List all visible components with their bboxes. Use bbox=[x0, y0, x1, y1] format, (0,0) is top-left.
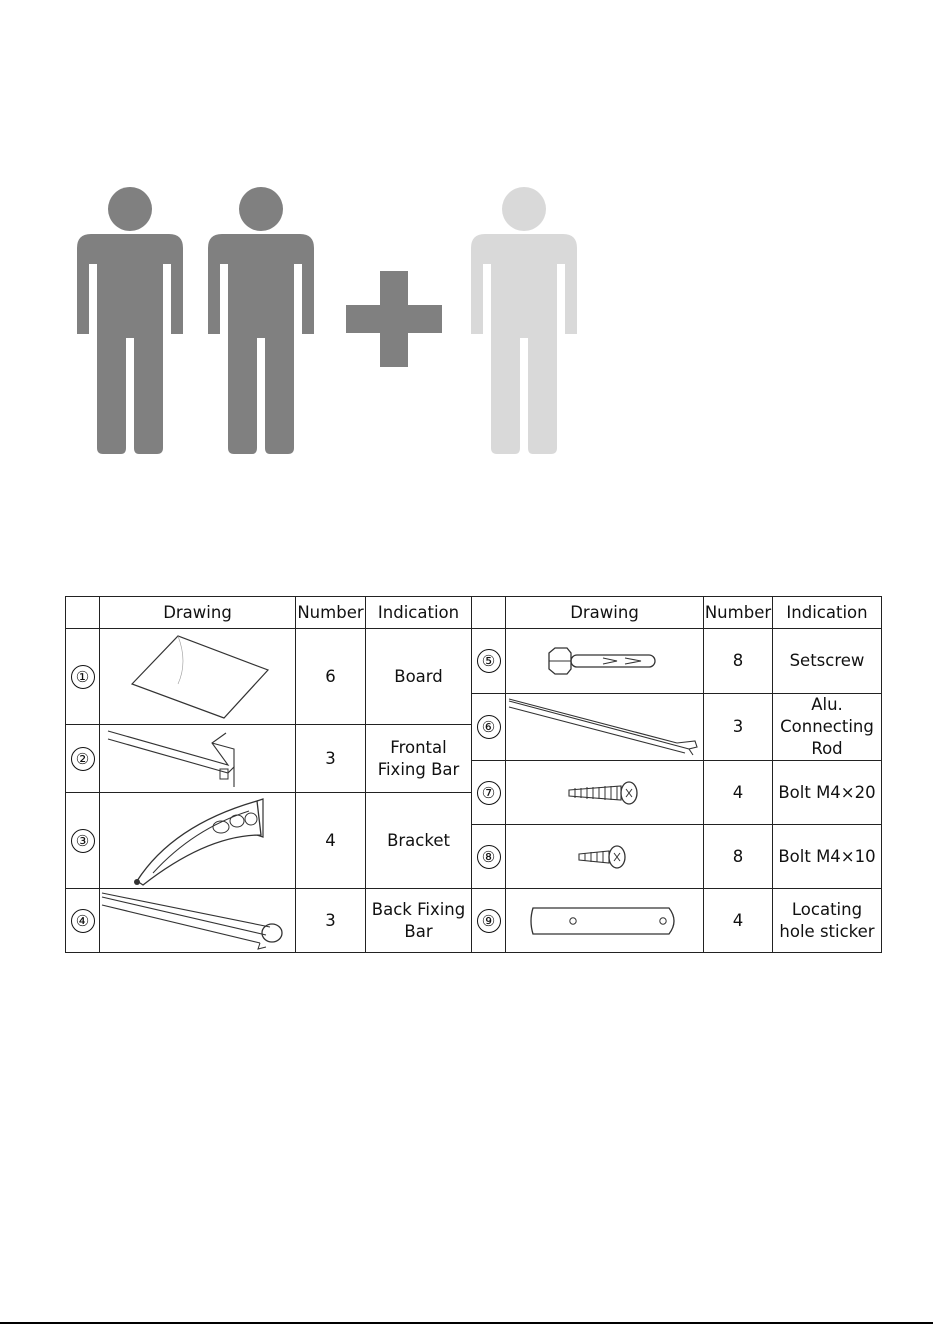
bolt-short-icon bbox=[506, 825, 704, 889]
header-number-left: Number bbox=[296, 597, 366, 629]
item-9-id: ⑨ bbox=[472, 889, 506, 953]
person-dark-2-icon bbox=[208, 187, 314, 454]
item-7-number: 4 bbox=[704, 761, 773, 825]
person-dark-1-icon bbox=[77, 187, 183, 454]
back-fixing-bar-icon bbox=[100, 889, 296, 953]
header-blank-left bbox=[66, 597, 100, 629]
item-5-indication: Setscrew bbox=[773, 629, 882, 694]
item-7-id: ⑦ bbox=[472, 761, 506, 825]
header-drawing-right: Drawing bbox=[506, 597, 704, 629]
item-5-number: 8 bbox=[704, 629, 773, 694]
item-1-indication: Board bbox=[366, 629, 472, 725]
people-illustration bbox=[0, 0, 933, 560]
item-6-id: ⑥ bbox=[472, 694, 506, 761]
item-1-number: 6 bbox=[296, 629, 366, 725]
bracket-icon bbox=[100, 793, 296, 889]
header-blank-right bbox=[472, 597, 506, 629]
item-2-indication: Frontal Fixing Bar bbox=[366, 725, 472, 793]
item-8-id: ⑧ bbox=[472, 825, 506, 889]
item-2-id: ② bbox=[66, 725, 100, 793]
item-3-number: 4 bbox=[296, 793, 366, 889]
board-icon bbox=[100, 629, 296, 725]
plus-icon bbox=[346, 271, 442, 367]
item-7-indication: Bolt M4×20 bbox=[773, 761, 882, 825]
setscrew-icon bbox=[506, 629, 704, 694]
item-4-indication: Back Fixing Bar bbox=[366, 889, 472, 953]
item-5-id: ⑤ bbox=[472, 629, 506, 694]
item-9-number: 4 bbox=[704, 889, 773, 953]
bolt-long-icon bbox=[506, 761, 704, 825]
sticker-icon bbox=[506, 889, 704, 953]
item-4-number: 3 bbox=[296, 889, 366, 953]
item-3-id: ③ bbox=[66, 793, 100, 889]
parts-list-table bbox=[65, 596, 882, 953]
frontal-fixing-bar-icon bbox=[100, 725, 296, 793]
header-drawing-left: Drawing bbox=[100, 597, 296, 629]
item-2-number: 3 bbox=[296, 725, 366, 793]
header-indication-right: Indication bbox=[773, 597, 882, 629]
item-8-number: 8 bbox=[704, 825, 773, 889]
table-row bbox=[66, 629, 882, 694]
item-8-indication: Bolt M4×10 bbox=[773, 825, 882, 889]
header-number-right: Number bbox=[704, 597, 773, 629]
item-1-id: ① bbox=[66, 629, 100, 725]
person-light-icon bbox=[471, 187, 577, 454]
item-4-id: ④ bbox=[66, 889, 100, 953]
table-row bbox=[66, 889, 882, 953]
item-6-number: 3 bbox=[704, 694, 773, 761]
header-indication-left: Indication bbox=[366, 597, 472, 629]
connecting-rod-icon bbox=[506, 694, 704, 761]
item-9-indication: Locating hole sticker bbox=[773, 889, 882, 953]
item-6-indication: Alu. Connecting Rod bbox=[773, 694, 882, 761]
item-3-indication: Bracket bbox=[366, 793, 472, 889]
table-header-row bbox=[66, 597, 882, 629]
